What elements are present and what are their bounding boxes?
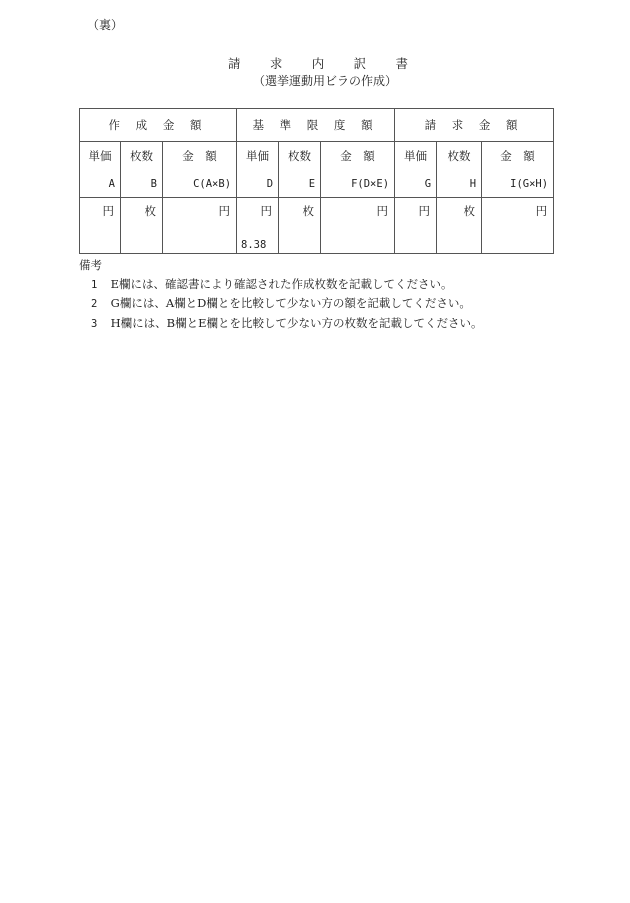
document-subtitle: （選挙運動用ビラの作成） bbox=[253, 74, 398, 88]
cell-h[interactable]: 枚 bbox=[437, 198, 482, 254]
cell-g[interactable]: 円 bbox=[395, 198, 437, 254]
value-row bbox=[80, 198, 554, 254]
group-header-row bbox=[80, 109, 554, 142]
col-header-h: 枚数 H bbox=[437, 142, 482, 198]
group-claim-amount: 請 求 金 額 bbox=[395, 109, 554, 142]
breakdown-table bbox=[79, 108, 554, 254]
notes-heading: 備考 bbox=[79, 258, 102, 272]
cell-e[interactable]: 枚 bbox=[279, 198, 321, 254]
cell-d: 円 8.38 bbox=[237, 198, 279, 254]
cell-i[interactable]: 円 bbox=[482, 198, 554, 254]
cell-b[interactable]: 枚 bbox=[121, 198, 163, 254]
title-char: 訳 bbox=[353, 56, 367, 71]
col-header-d: 単価 D bbox=[237, 142, 279, 198]
column-header-row bbox=[80, 142, 554, 198]
col-header-a: 単価 A bbox=[80, 142, 121, 198]
cell-c[interactable]: 円 bbox=[163, 198, 237, 254]
document-title bbox=[228, 54, 408, 72]
col-header-b: 枚数 B bbox=[121, 142, 163, 198]
back-side-label: （裏） bbox=[87, 18, 124, 32]
standard-unit-price: 8.38 bbox=[241, 239, 267, 251]
title-char: 請 bbox=[228, 56, 241, 71]
title-char: 求 bbox=[269, 56, 283, 71]
col-header-c: 金 額 C(A×B) bbox=[163, 142, 237, 198]
group-standard-limit: 基 準 限 度 額 bbox=[237, 109, 395, 142]
col-header-e: 枚数 E bbox=[279, 142, 321, 198]
note-item: 2 G欄には、A欄とD欄とを比較して少ない方の額を記載してください。 bbox=[91, 296, 471, 310]
col-header-i: 金 額 I(G×H) bbox=[482, 142, 554, 198]
cell-a[interactable]: 円 bbox=[80, 198, 121, 254]
title-char: 書 bbox=[395, 56, 408, 71]
notes-section bbox=[79, 256, 483, 333]
col-header-g: 単価 G bbox=[395, 142, 437, 198]
group-production-amount: 作 成 金 額 bbox=[80, 109, 237, 142]
cell-f[interactable]: 円 bbox=[321, 198, 395, 254]
col-header-f: 金 額 F(D×E) bbox=[321, 142, 395, 198]
note-item: 1 E欄には、確認書により確認された作成枚数を記載してください。 bbox=[91, 276, 453, 291]
note-item: 3 H欄には、B欄とE欄とを比較して少ない方の枚数を記載してください。 bbox=[91, 315, 483, 330]
title-char: 内 bbox=[311, 56, 325, 71]
